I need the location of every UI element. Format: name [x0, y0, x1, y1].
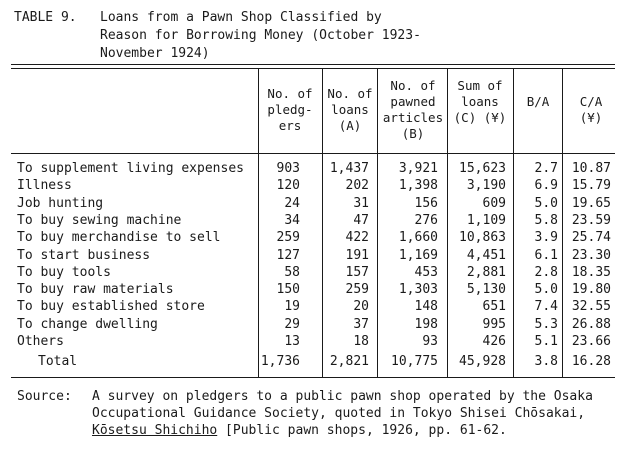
row-sum: 10,863	[459, 230, 506, 246]
row-pledgers: 903	[276, 161, 300, 176]
row-sum: 3,190	[466, 178, 506, 194]
row-ca: 15.79	[571, 178, 611, 194]
row-pledgers: 34	[284, 212, 300, 228]
table-row	[0, 178, 626, 194]
row-ca: 19.80	[571, 282, 611, 298]
table-row	[0, 299, 626, 315]
row-reason: Illness	[17, 178, 72, 194]
row-reason: To buy sewing machine	[17, 212, 182, 228]
row-sum: 1,109	[466, 212, 506, 228]
row-pledgers: 19	[284, 299, 300, 315]
total-row	[0, 354, 626, 370]
row-ca: 25.74	[571, 230, 611, 246]
row-reason: Others	[17, 334, 64, 349]
row-pledgers: 58	[284, 264, 300, 280]
row-ba: 5.3	[534, 316, 558, 332]
source-text-after: [Public pawn shops, 1926, pp. 61-62.	[217, 423, 507, 438]
row-reason: To start business	[17, 247, 151, 263]
row-pledgers: 13	[284, 334, 300, 349]
source-text-before: A survey on pledgers to a public pawn shop operated by the Osaka Occupational Guidance Society, quoted in Tokyo Shisei Chōsakai,	[92, 389, 593, 421]
row-pledgers: 259	[276, 230, 300, 246]
table-row	[0, 213, 626, 229]
row-loans: 259	[345, 282, 369, 298]
row-ca: 23.66	[571, 334, 611, 349]
row-loans: 191	[345, 247, 369, 263]
table-row	[0, 265, 626, 281]
table-row	[0, 230, 626, 246]
row-pledgers: 120	[276, 178, 300, 194]
row-ca: 23.59	[571, 212, 611, 228]
row-reason: Job hunting	[17, 195, 104, 211]
row-loans: 422	[345, 230, 369, 246]
row-ba: 7.4	[534, 299, 558, 315]
row-articles: 1,303	[398, 282, 438, 298]
row-pledgers: 29	[284, 316, 300, 332]
source-book-title: Kōsetsu Shichiho	[92, 423, 218, 438]
row-reason: To change dwelling	[17, 316, 158, 332]
row-ba: 5.0	[534, 282, 558, 298]
source-text	[92, 388, 617, 439]
row-articles: 93	[422, 334, 438, 349]
row-reason: To buy raw materials	[17, 282, 174, 298]
table-title: Loans from a Pawn Shop Classified by Reason for Borrowing Money (October 1923-November 1924)	[100, 10, 421, 61]
total-articles: 10,775	[391, 354, 438, 369]
total-ba: 3.8	[534, 354, 558, 369]
row-reason: To buy tools	[17, 264, 111, 280]
row-loans: 47	[353, 212, 369, 228]
row-articles: 1,660	[398, 230, 438, 246]
header-loans: No. of loans (A)	[327, 86, 373, 133]
table-row	[0, 248, 626, 264]
row-reason: To buy merchandise to sell	[17, 230, 221, 246]
bottom-rule	[11, 377, 615, 378]
row-reason: To buy established store	[17, 299, 205, 315]
header-ba: B/A	[526, 94, 550, 109]
row-sum: 2,881	[466, 264, 506, 280]
table-label: TABLE 9.	[14, 10, 77, 25]
table-row	[0, 334, 626, 350]
row-articles: 156	[414, 195, 438, 211]
row-loans: 1,437	[329, 161, 369, 176]
row-ba: 2.8	[534, 264, 558, 280]
row-loans: 31	[353, 195, 369, 211]
row-ba: 3.9	[534, 230, 558, 246]
row-articles: 276	[414, 212, 438, 228]
top-double-rule-2	[11, 68, 615, 69]
total-label: Total	[38, 354, 78, 369]
row-loans: 202	[345, 178, 369, 194]
row-articles: 453	[414, 264, 438, 280]
row-loans: 20	[353, 299, 369, 315]
header-sum: Sum of loans (C) (¥)	[453, 78, 507, 125]
row-ca: 26.88	[571, 316, 611, 332]
row-ca: 23.30	[571, 247, 611, 263]
row-articles: 198	[414, 316, 438, 332]
row-sum: 5,130	[466, 282, 506, 298]
header-articles: No. of pawned articles (B)	[382, 78, 444, 141]
row-pledgers: 24	[284, 195, 300, 211]
row-sum: 609	[482, 195, 506, 211]
row-loans: 18	[353, 334, 369, 349]
row-sum: 15,623	[459, 161, 506, 176]
top-double-rule-1	[11, 64, 615, 65]
total-pledgers: 1,736	[260, 354, 300, 369]
table-row	[0, 161, 626, 177]
row-ba: 5.8	[534, 212, 558, 228]
row-loans: 37	[353, 316, 369, 332]
row-sum: 995	[482, 316, 506, 332]
row-reason: To supplement living expenses	[17, 161, 244, 176]
row-pledgers: 150	[276, 282, 300, 298]
row-ba: 6.1	[534, 247, 558, 263]
source-label: Source:	[17, 389, 72, 404]
header-pledgers: No. of pledg- ers	[267, 86, 313, 133]
row-ca: 18.35	[571, 264, 611, 280]
row-pledgers: 127	[276, 247, 300, 263]
table-row	[0, 196, 626, 212]
row-ba: 6.9	[534, 178, 558, 194]
total-sum: 45,928	[459, 354, 506, 369]
total-loans: 2,821	[329, 354, 369, 369]
header-bottom-rule	[11, 153, 615, 154]
table-row	[0, 282, 626, 298]
row-articles: 3,921	[398, 161, 438, 176]
row-ca: 32.55	[571, 299, 611, 315]
row-sum: 4,451	[466, 247, 506, 263]
row-ba: 2.7	[534, 161, 558, 176]
row-ba: 5.0	[534, 195, 558, 211]
row-sum: 426	[482, 334, 506, 349]
row-sum: 651	[482, 299, 506, 315]
row-ca: 10.87	[571, 161, 611, 176]
row-articles: 1,398	[398, 178, 438, 194]
row-articles: 1,169	[398, 247, 438, 263]
table-row	[0, 317, 626, 333]
row-ca: 19.65	[571, 195, 611, 211]
row-ba: 5.1	[534, 334, 558, 349]
row-loans: 157	[345, 264, 369, 280]
total-ca: 16.28	[571, 354, 611, 369]
row-articles: 148	[414, 299, 438, 315]
header-ca: C/A (¥)	[579, 94, 603, 125]
